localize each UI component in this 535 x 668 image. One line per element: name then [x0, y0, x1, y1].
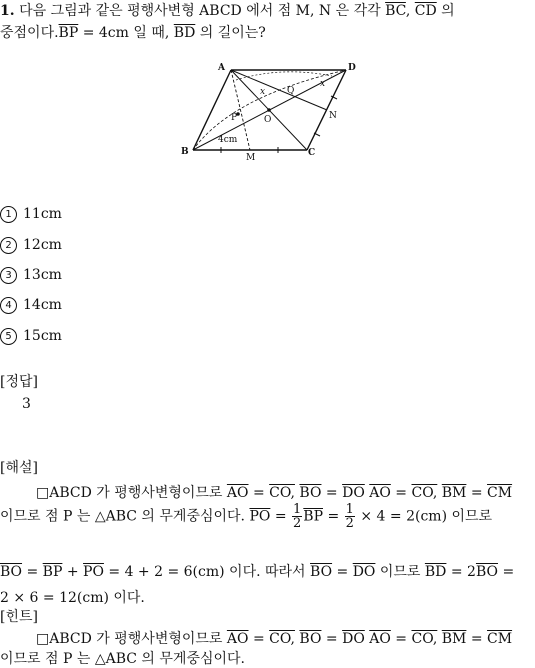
seg-do: $\overline{DO}$	[352, 564, 376, 580]
label-b: B	[181, 147, 189, 157]
question-text: 의 길이는?	[199, 25, 266, 41]
question-number: 1.	[0, 3, 15, 19]
denominator: 2	[293, 516, 302, 531]
choice-marker: 4	[0, 297, 17, 314]
choice-marker: 5	[0, 328, 17, 345]
seg-cm: $\overline{CM}$	[487, 485, 513, 501]
point-p	[237, 113, 240, 116]
seg-ao: $\overline{AO}$	[369, 631, 391, 647]
choice-text: 11cm	[23, 206, 62, 222]
explanation-line-4: 2 × 6 = 12(cm) 이다.	[0, 590, 145, 606]
choice-text: 13cm	[23, 267, 62, 283]
plus: +	[66, 564, 79, 580]
choice-marker: 2	[0, 237, 17, 254]
eq: =	[336, 564, 349, 580]
segment-cd: $\overline{CD}$	[414, 3, 437, 19]
eq: =	[274, 508, 287, 525]
seg-do: $\overline{DO}$	[342, 485, 365, 501]
eq: =	[26, 564, 39, 580]
label-a: A	[218, 63, 225, 73]
eq: =	[470, 485, 483, 501]
question-text: 의	[441, 3, 455, 19]
seg-co: CO,	[269, 631, 295, 647]
segment-bc: $\overline{BC}$	[385, 3, 406, 19]
seg-ao: $\overline{AO}$	[226, 485, 249, 501]
seg-bm: $\overline{BM}$	[441, 631, 467, 647]
label-o: O	[264, 115, 272, 125]
numerator: 1	[293, 502, 302, 517]
eq: =	[502, 564, 515, 580]
eq: =	[327, 508, 340, 525]
seg-bd: $\overline{BD}$	[424, 564, 447, 580]
seg-bo: $\overline{BO}$	[299, 631, 322, 647]
hint-text: □ABCD 가 평행사변형이므로	[36, 631, 223, 647]
eq: =	[325, 631, 338, 647]
question-text: = 4cm 일 때,	[82, 25, 170, 41]
explanation-line-1	[36, 482, 512, 502]
eq: =	[252, 485, 265, 501]
eq: = 2	[450, 564, 476, 580]
seg-co: CO,	[411, 631, 438, 647]
choice-text: 14cm	[23, 297, 62, 313]
seg-bp: $\overline{BP}$	[303, 508, 323, 525]
choice-3[interactable]	[0, 267, 62, 284]
fraction-half	[292, 503, 302, 530]
segment-bd: $\overline{BD}$	[173, 25, 196, 41]
answer-value: 3	[22, 396, 31, 412]
label-q: Q	[287, 86, 295, 96]
seg-bm: $\overline{BM}$	[441, 485, 467, 501]
label-x-2: x	[320, 79, 326, 89]
point-o	[268, 109, 271, 112]
label-c: C	[308, 148, 316, 158]
explanation-text: × 4 = 2(cm) 이므로	[360, 508, 493, 525]
seg-bp: $\overline{BP}$	[42, 564, 63, 580]
eq: =	[470, 631, 483, 647]
label-4cm: 4cm	[218, 135, 238, 145]
label-n: N	[329, 111, 337, 121]
question-text: 중점이다.	[0, 25, 59, 41]
choice-5[interactable]	[0, 328, 62, 345]
question-line-2	[0, 22, 266, 42]
label-p: P	[231, 113, 238, 123]
seg-bo: $\overline{BO}$	[310, 564, 333, 580]
choice-1[interactable]	[0, 206, 62, 223]
parallelogram-figure	[172, 56, 362, 164]
seg-co: CO,	[269, 485, 295, 501]
explanation-text: 이므로 점 P 는 △ABC 의 무게중심이다.	[0, 508, 245, 525]
seg-ao: $\overline{AO}$	[369, 485, 391, 501]
choice-2[interactable]	[0, 237, 62, 254]
hint-line-1	[36, 628, 512, 648]
answer-header: [정답]	[0, 374, 38, 390]
eq: =	[395, 485, 408, 501]
seg-bo: $\overline{BO}$	[475, 564, 498, 580]
denominator: 2	[345, 516, 354, 531]
seg-ao: $\overline{AO}$	[226, 631, 249, 647]
fraction-half	[345, 503, 355, 530]
explanation-line-2	[0, 503, 492, 530]
explanation-line-3	[0, 561, 514, 581]
choice-marker: 1	[0, 206, 17, 223]
label-m: M	[246, 153, 256, 163]
seg-bo: $\overline{BO}$	[299, 485, 322, 501]
label-d: D	[348, 63, 356, 73]
label-x-1: x	[260, 87, 266, 97]
seg-po: $\overline{PO}$	[249, 508, 271, 525]
choice-4[interactable]	[0, 297, 62, 314]
helper-curve-top	[236, 72, 332, 80]
choice-text: 15cm	[23, 328, 62, 344]
seg-bo: $\overline{BO}$	[0, 564, 23, 580]
explanation-text: = 4 + 2 = 6(cm) 이다. 따라서	[108, 564, 306, 580]
eq: =	[395, 631, 408, 647]
eq: =	[252, 631, 265, 647]
question-line-1	[0, 0, 455, 20]
explanation-text: □ABCD 가 평행사변형이므로	[36, 485, 223, 501]
seg-cm: $\overline{CM}$	[487, 631, 513, 647]
segment-bp: $\overline{BP}$	[58, 25, 79, 41]
seg-do: $\overline{DO}$	[342, 631, 365, 647]
choice-text: 12cm	[23, 237, 62, 253]
choice-marker: 3	[0, 267, 17, 284]
comma: ,	[405, 3, 411, 19]
explanation-header: [해설]	[0, 460, 38, 476]
eq: =	[325, 485, 338, 501]
seg-po: $\overline{PO}$	[83, 564, 104, 580]
hint-header: [힌트]	[0, 609, 38, 625]
question-text: 다음 그림과 같은 평행사변형 ABCD 에서 점 M, N 은 각각	[19, 3, 381, 19]
hint-line-2: 이므로 점 P 는 △ABC 의 무게중심이다.	[0, 651, 245, 667]
explanation-text: 이므로	[379, 564, 421, 580]
numerator: 1	[345, 502, 354, 517]
seg-co: CO,	[411, 485, 438, 501]
